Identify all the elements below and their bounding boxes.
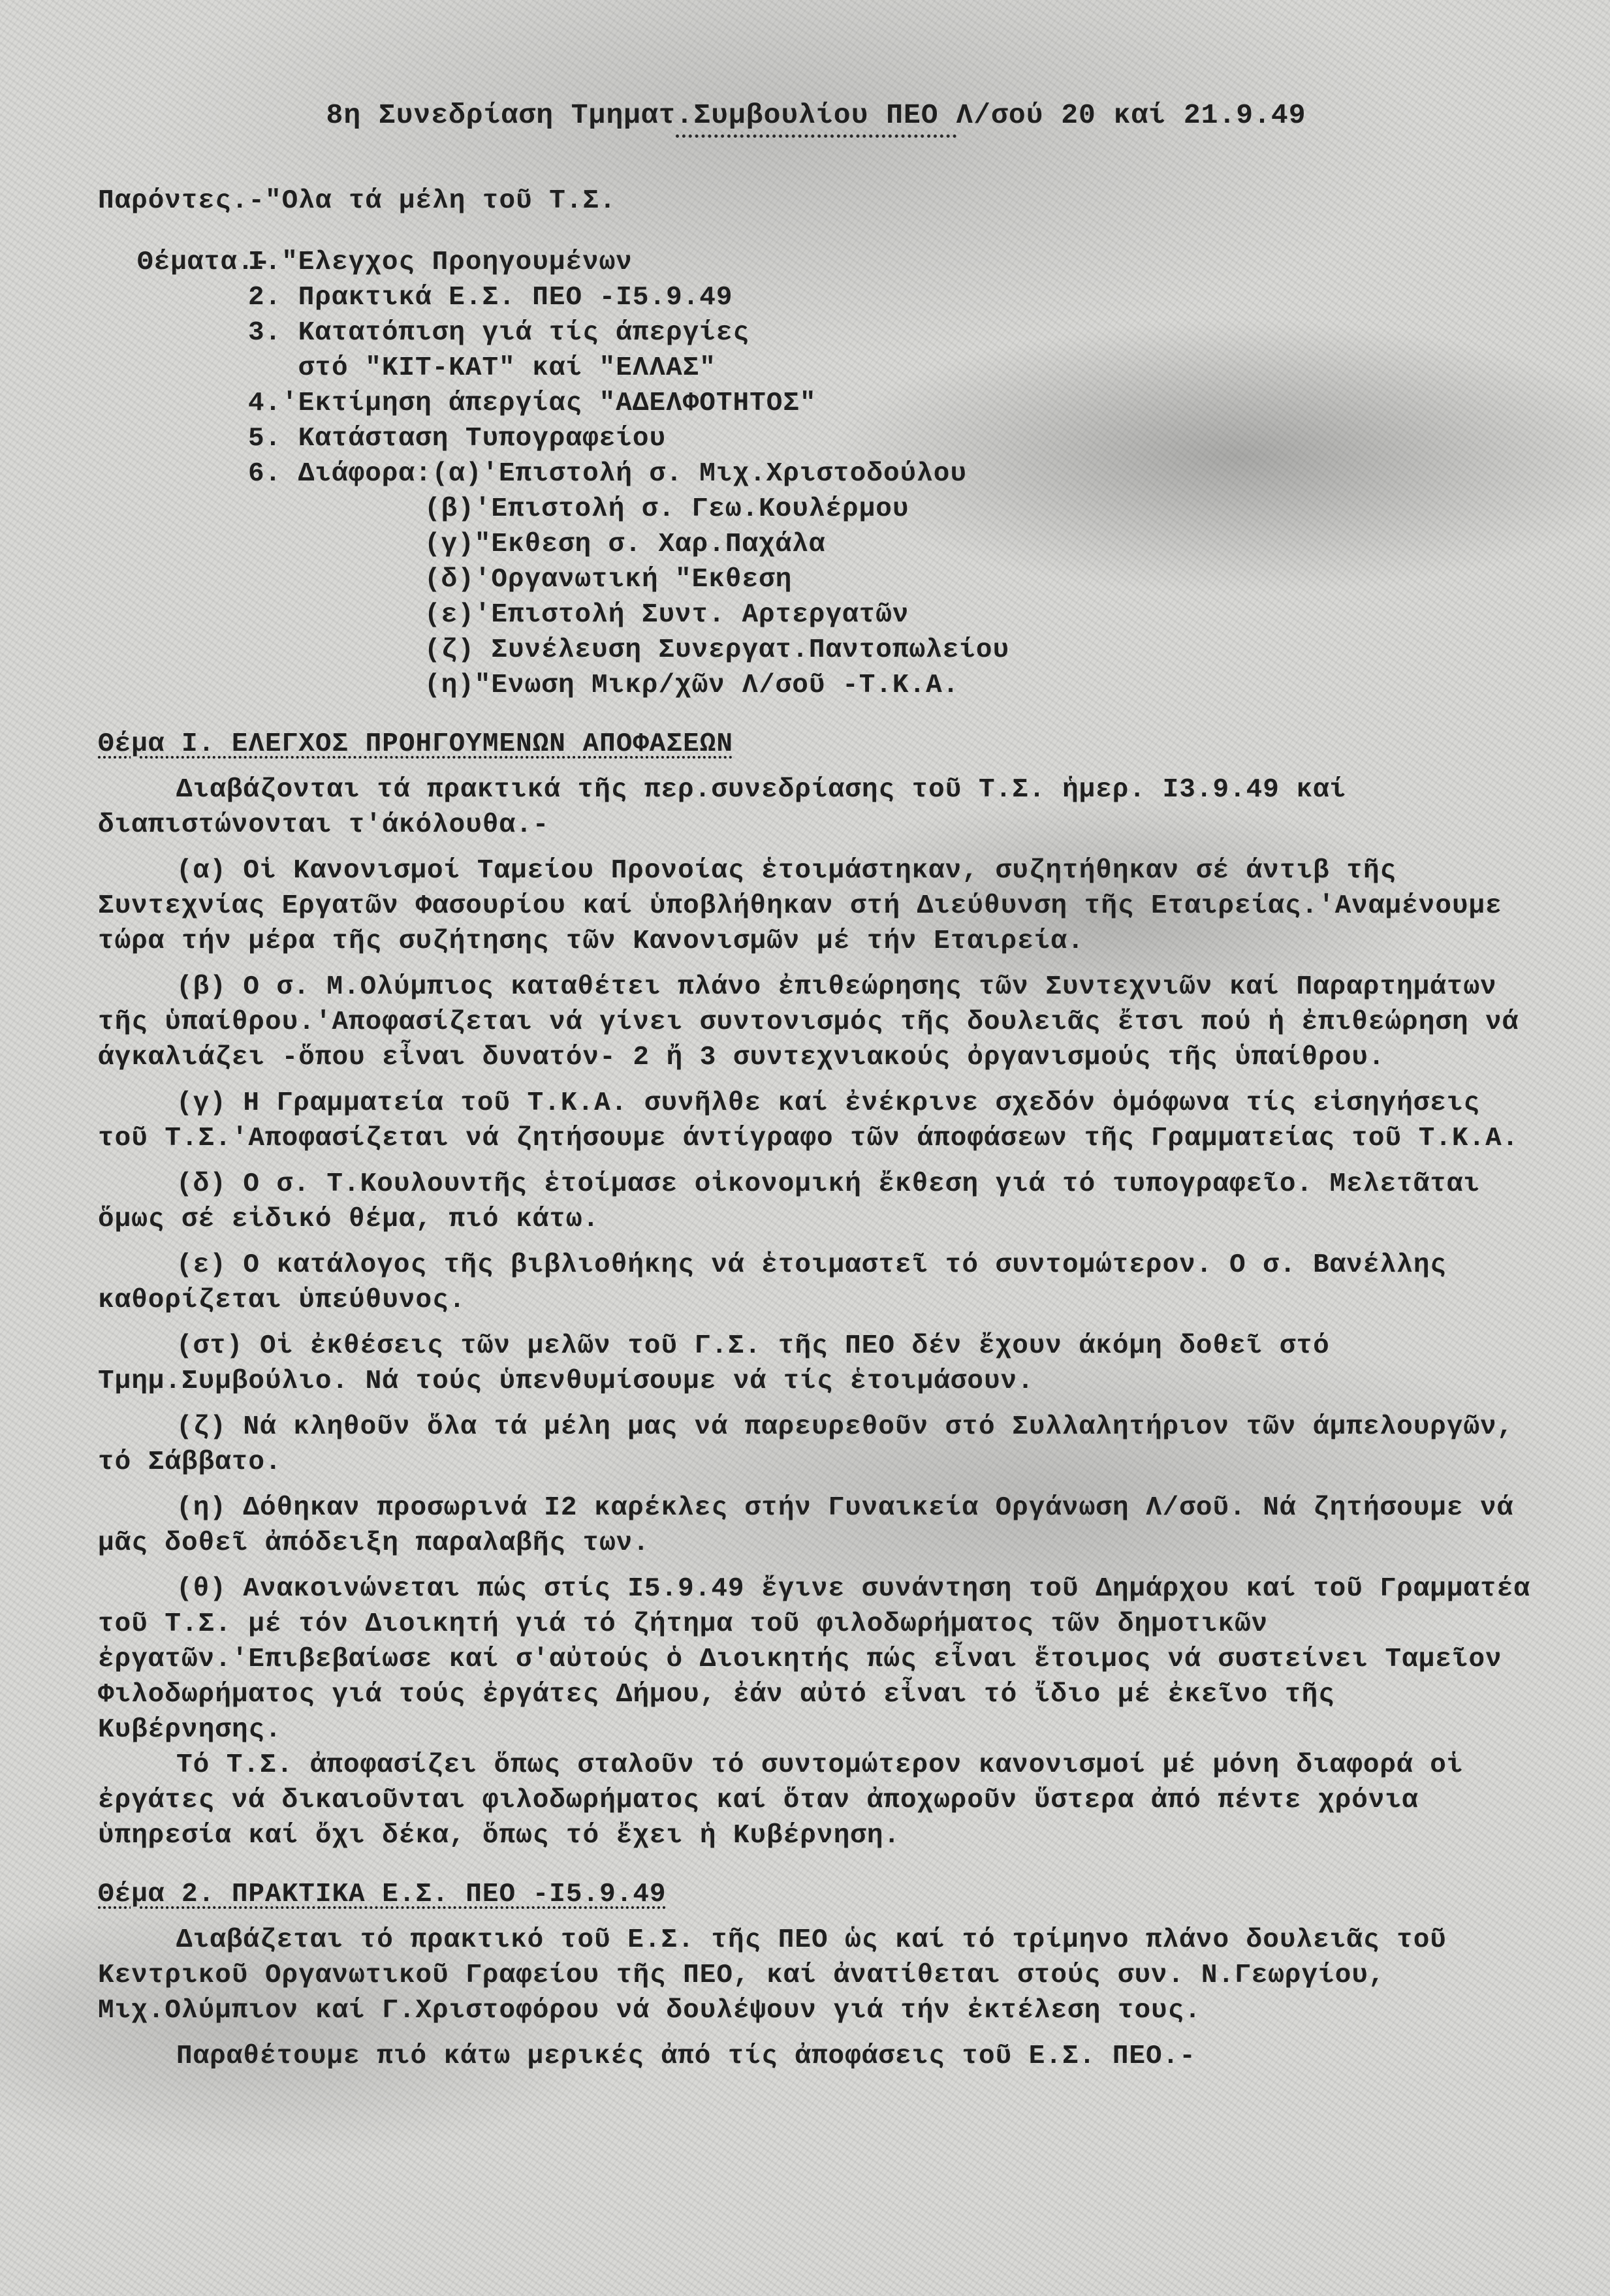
- agenda-subitem: (ζ) Συνέλευση Συνεργατ.Παντοπωλείου: [424, 635, 1010, 665]
- section-1-item-st: (στ) Οἱ ἐκθέσεις τῶν μελῶν τοῦ Γ.Σ. τῆς ΠΕΟ δέν ἔχουν άκόμη δοθεῖ στό Τμημ.Συμβούλιο. Νά τούς ὑπενθυμίσουμε νά τίς ἑτοιμάσουν.: [98, 1331, 1330, 1396]
- section-1-item-a: (α) Οἱ Κανονισμοί Ταμείου Προνοίας ἑτοιμάστηκαν, συζητήθηκαν σέ άντιβ τῆς Συντεχνίας Εργατῶν Φασουρίου καί ὑποβλήθηκαν στή Διεύθυνση τῆς Εταιρείας.'Αναμένουμε τώρα τήν μέρα τῆς συζήτησης τῶν Κανονισμῶν μέ τήν Εταιρεία.: [98, 856, 1502, 956]
- attendance-line: Παρόντες.-"Ολα τά μέλη τοῦ Τ.Σ.: [98, 186, 616, 216]
- agenda: [98, 245, 1534, 703]
- section-1-item-b: (β) Ο σ. Μ.Ολύμπιος καταθέτει πλάνο ἐπιθεώρησης τῶν Συντεχνιῶν καί Παραρτημάτων τῆς ὑπαίθρου.'Αποφασίζεται νά γίνει συντονισμός τῆς δουλειᾶς ἔτσι πού ἡ ἐπιθεώρηση νά άγκαλιάζει -ὅπου εἶναι δυνατόν- 2 ἤ 3 συντεχνιακούς ὀργανισμούς τῆς ὑπαίθρου.: [98, 972, 1519, 1073]
- agenda-item: 5. Κατάσταση Τυπογραφείου: [248, 424, 667, 454]
- agenda-item: 4.'Εκτίμηση άπεργίας "ΑΔΕΛΦΟΤΗΤΟΣ": [248, 388, 817, 418]
- section-1-item-c: (γ) Η Γραμματεία τοῦ Τ.Κ.Α. συνῆλθε καί ἐνέκρινε σχεδόν ὁμόφωνα τίς εἰσηγήσεις τοῦ Τ.Σ.'Αποφασίζεται νά ζητήσουμε άντίγραφο τῶν άποφάσεων τῆς Γραμματείας τοῦ Τ.Κ.Α.: [98, 1088, 1519, 1154]
- agenda-subitem: (γ)"Εκθεση σ. Χαρ.Παχάλα: [424, 529, 826, 559]
- agenda-label: Θέματα.-: [137, 247, 271, 277]
- section-1-title: Θέμα Ι. ΕΛΕΓΧΟΣ ΠΡΟΗΓΟΥΜΕΝΩΝ ΑΠΟΦΑΣΕΩΝ: [98, 729, 733, 759]
- agenda-item: 3. Κατατόπιση γιά τίς άπεργίες: [248, 318, 750, 348]
- agenda-item: στό "ΚΙΤ-ΚΑΤ" καί "ΕΛΛΑΣ": [248, 353, 716, 383]
- section-1-intro: Διαβάζονται τά πρακτικά τῆς περ.συνεδρίασης τοῦ Τ.Σ. ἡμερ. Ι3.9.49 καί διαπιστώνονται τ'άκόλουθα.-: [98, 775, 1347, 840]
- agenda-item: Ι."Ελεγχος Προηγουμένων: [248, 247, 633, 277]
- title-underline: [676, 134, 956, 138]
- section-2-title: Θέμα 2. ΠΡΑΚΤΙΚΑ Ε.Σ. ΠΕΟ -Ι5.9.49: [98, 1879, 667, 1910]
- section-2-paragraph: Παραθέτουμε πιό κάτω μερικές ἀπό τίς ἀποφάσεις τοῦ Ε.Σ. ΠΕΟ.-: [176, 2041, 1196, 2071]
- section-1-item-th-decision: Τό Τ.Σ. ἀποφασίζει ὅπως σταλοῦν τό συντομώτερον κανονισμοί μέ μόνη διαφορά οἱ ἐργάτες νά δικαιοῦνται φιλοδωρήματος καί ὅταν ἀποχωροῦν ὕστερα ἀπό πέντε χρόνια ὑπηρεσία καί ὄχι δέκα, ὅπως τό ἔχει ἡ Κυβέρνηση.: [98, 1750, 1464, 1851]
- agenda-list: [248, 245, 1534, 703]
- section-2-paragraph: Διαβάζεται τό πρακτικό τοῦ Ε.Σ. τῆς ΠΕΟ ὡς καί τό τρίμηνο πλάνο δουλειᾶς τοῦ Κεντρικοῦ Οργανωτικοῦ Γραφείου τῆς ΠΕΟ, καί ἀνατίθεται στούς συν. Ν.Γεωργίου, Μιχ.Ολύμπιον καί Γ.Χριστοφόρου νά δουλέψουν γιά τήν ἐκτέλεση τους.: [98, 1925, 1447, 2026]
- document-page: [98, 98, 1534, 2074]
- agenda-item: 2. Πρακτικά Ε.Σ. ΠΕΟ -Ι5.9.49: [248, 283, 733, 313]
- agenda-item: 6. Διάφορα:(α)'Επιστολή σ. Μιχ.Χριστοδούλου: [248, 459, 967, 489]
- agenda-subitem: (β)'Επιστολή σ. Γεω.Κουλέρμου: [424, 494, 909, 524]
- section-1-item-e: (ε) Ο κατάλογος τῆς βιβλιοθήκης νά ἑτοιμαστεῖ τό συντομώτερον. Ο σ. Βανέλλης καθορίζεται ὑπεύθυνος.: [98, 1250, 1447, 1315]
- document-title: 8η Συνεδρίαση Τμηματ.Συμβουλίου ΠΕΟ Λ/σού 20 καί 21.9.49: [326, 99, 1306, 131]
- agenda-subitem: (δ)'Οργανωτική "Εκθεση: [424, 565, 793, 595]
- section-1-item-d: (δ) Ο σ. Τ.Κουλουντῆς ἑτοίμασε οἰκονομική ἔκθεση γιά τό τυπογραφεῖο. Μελετᾶται ὅμως σέ εἰδικό θέμα, πιό κάτω.: [98, 1169, 1481, 1234]
- agenda-subitem: (ε)'Επιστολή Συντ. Αρτεργατῶν: [424, 600, 909, 630]
- section-1-item-th: (θ) Ανακοινώνεται πώς στίς Ι5.9.49 ἔγινε συνάντηση τοῦ Δημάρχου καί τοῦ Γραμματέα τοῦ Τ.Σ. μέ τόν Διοικητή γιά τό ζήτημα τοῦ φιλοδωρήματος τῶν δημοτικῶν ἐργατῶν.'Επιβεβαίωσε καί σ'αὐτούς ὁ Διοικητής πώς εἶναι ἕτοιμος νά συστείνει Ταμεῖον Φιλοδωρήματος γιά τούς ἐργάτες Δήμου, ἐάν αὐτό εἶναι τό ἴδιο μέ ἐκεῖνο τῆς Κυβέρνησης.: [98, 1574, 1530, 1745]
- agenda-subitem: (η)"Ενωση Μικρ/χῶν Λ/σοῦ -Τ.Κ.Α.: [424, 670, 960, 700]
- section-1-item-z: (ζ) Νά κληθοῦν ὅλα τά μέλη μας νά παρευρεθοῦν στό Συλλαλητήριον τῶν άμπελουργῶν, τό Σάββατο.: [98, 1412, 1514, 1477]
- section-1-item-h: (η) Δόθηκαν προσωρινά Ι2 καρέκλες στήν Γυναικεία Οργάνωση Λ/σοῦ. Νά ζητήσουμε νά μᾶς δοθεῖ ἀπόδειξη παραλαβῆς των.: [98, 1493, 1514, 1558]
